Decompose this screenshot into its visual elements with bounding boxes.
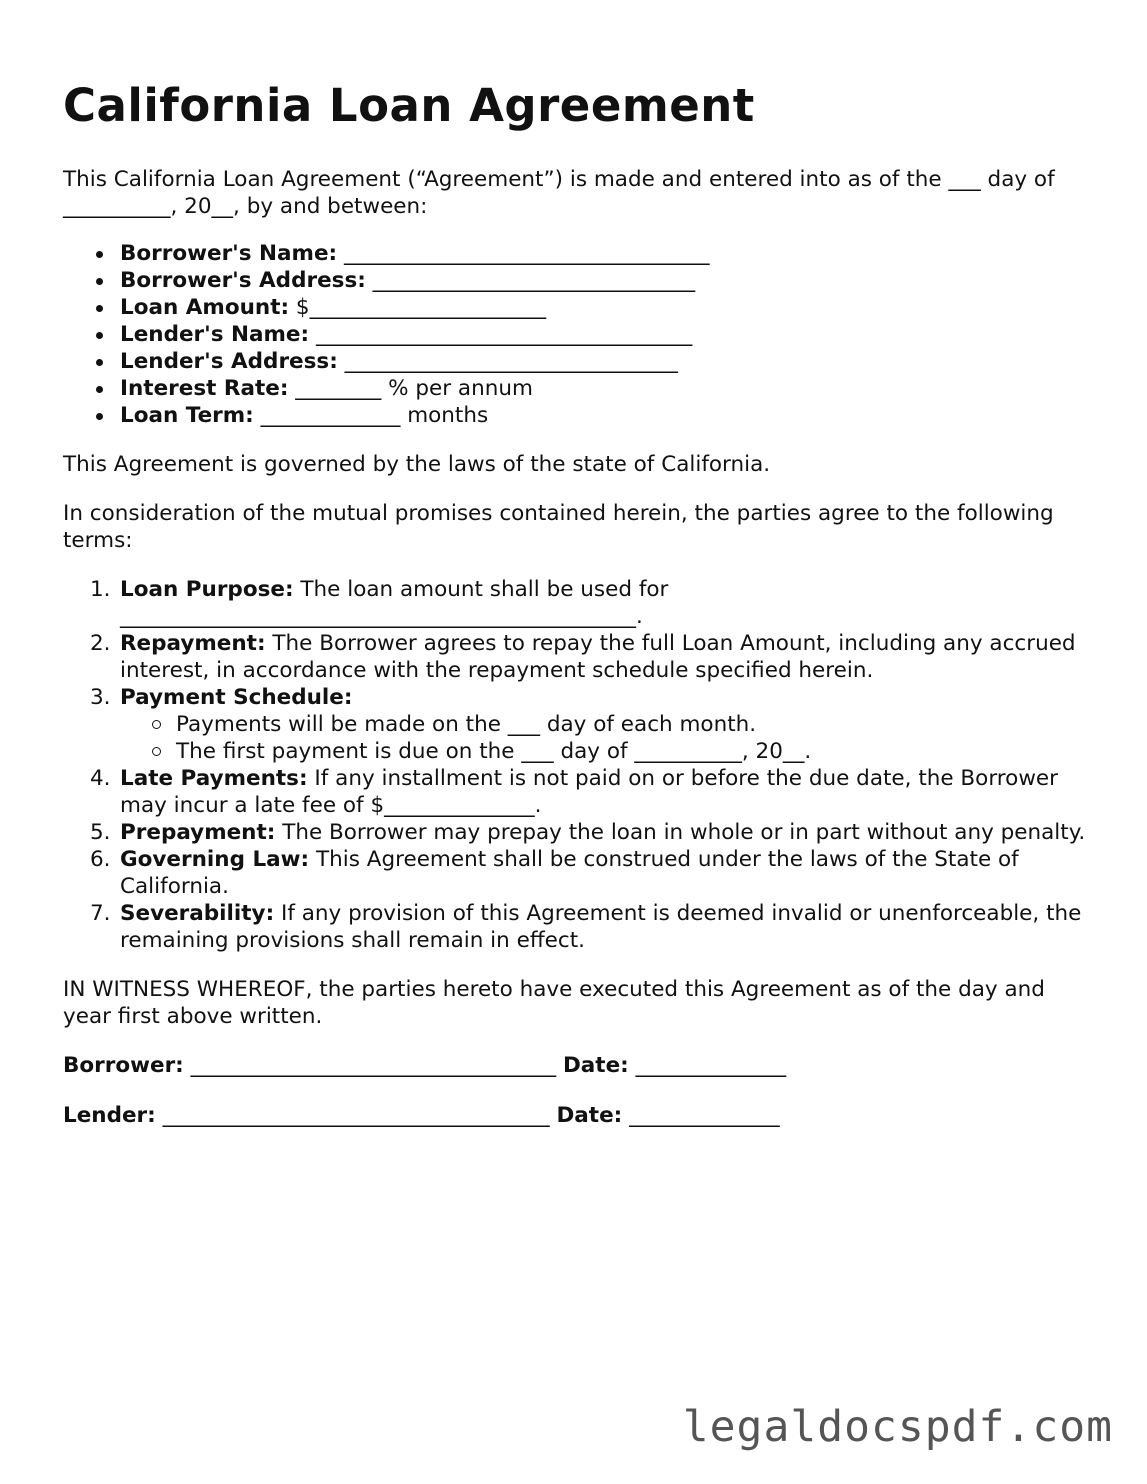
term-item — [90, 576, 1093, 630]
term-number: 7. — [90, 901, 111, 926]
consideration-paragraph: In consideration of the mutual promises contained herein, the parties agree to the following terms: — [63, 501, 1054, 553]
term-text: If any installment is not paid on or before the due date, the Borrower may incur a late fee of $______________. — [120, 766, 1058, 818]
field-blank: $______________________ — [289, 295, 547, 320]
field-label: Lender's Address: — [120, 349, 338, 374]
field-blank: _____________ months — [253, 403, 489, 428]
witness-paragraph: IN WITNESS WHEREOF, the parties hereto have executed this Agreement as of the day and year first above written. — [63, 977, 1045, 1029]
term-text: The Borrower agrees to repay the full Loan Amount, including any accrued interest, in accordance with the repayment schedule specified herein. — [120, 631, 1076, 683]
term-label: Loan Purpose: — [120, 577, 294, 602]
term-text: This Agreement shall be construed under the laws of the State of California. — [120, 847, 1019, 899]
signature-line-borrower — [63, 1052, 1093, 1079]
sub-item: The first payment is due on the ___ day of __________, 20__. — [176, 738, 1093, 765]
field-lender-name — [120, 321, 1093, 348]
field-label: Borrower's Name: — [120, 241, 338, 266]
term-label: Payment Schedule: — [120, 685, 353, 710]
signature-label: Borrower: — [63, 1053, 184, 1078]
term-label: Prepayment: — [120, 820, 276, 845]
term-number: 6. — [90, 847, 111, 872]
date-blank: ______________ — [628, 1053, 787, 1078]
term-number: 5. — [90, 820, 111, 845]
field-label: Interest Rate: — [120, 376, 289, 401]
term-text: The Borrower may prepay the loan in whole or in part without any penalty. — [275, 820, 1086, 845]
field-loan-term — [120, 402, 1093, 429]
page-title: California Loan Agreement — [63, 79, 755, 132]
date-label: Date: — [556, 1103, 623, 1128]
party-fields-list — [63, 240, 1093, 429]
term-item — [90, 900, 1093, 954]
field-label: Loan Amount: — [120, 295, 290, 320]
field-blank: ______________________________ — [365, 268, 696, 293]
payment-schedule-sublist — [120, 711, 1093, 765]
term-number: 4. — [90, 766, 111, 791]
field-borrower-name — [120, 240, 1093, 267]
signature-line-lender — [63, 1102, 1093, 1129]
footer-watermark: legaldocspdf.com — [682, 1402, 1113, 1452]
date-label: Date: — [562, 1053, 629, 1078]
field-label: Borrower's Address: — [120, 268, 366, 293]
intro-paragraph: This California Loan Agreement (“Agreement”) is made and entered into as of the ___ day of __________, 20__, by and between: — [63, 167, 1055, 219]
field-loan-amount — [120, 294, 1093, 321]
term-number: 1. — [90, 577, 111, 602]
term-item — [90, 765, 1093, 819]
field-blank: _______________________________ — [337, 349, 678, 374]
field-blank: __________________________________ — [337, 241, 710, 266]
term-item — [90, 846, 1093, 900]
term-text: The loan amount shall be used for ________________________________________________. — [120, 577, 669, 629]
field-label: Lender's Name: — [120, 322, 310, 347]
term-label: Late Payments: — [120, 766, 308, 791]
field-borrower-address — [120, 267, 1093, 294]
term-item — [90, 819, 1093, 846]
governing-statement: This Agreement is governed by the laws of the state of California. — [63, 452, 771, 477]
field-lender-address — [120, 348, 1093, 375]
document-page — [63, 78, 1093, 1129]
term-number: 2. — [90, 631, 111, 656]
signature-label: Lender: — [63, 1103, 156, 1128]
sub-item: Payments will be made on the ___ day of each month. — [176, 711, 1093, 738]
term-label: Repayment: — [120, 631, 266, 656]
signature-blank: __________________________________ — [183, 1053, 563, 1078]
term-label: Severability: — [120, 901, 275, 926]
term-number: 3. — [90, 685, 111, 710]
term-label: Governing Law: — [120, 847, 310, 872]
date-blank: ______________ — [622, 1103, 780, 1128]
signature-blank: ____________________________________ — [155, 1103, 557, 1128]
term-text: If any provision of this Agreement is deemed invalid or unenforceable, the remaining provisions shall remain in effect. — [120, 901, 1082, 953]
terms-list — [63, 576, 1093, 954]
term-item — [90, 630, 1093, 684]
field-blank: ___________________________________ — [309, 322, 693, 347]
field-blank: ________ % per annum — [288, 376, 533, 401]
term-item — [90, 684, 1093, 765]
field-label: Loan Term: — [120, 403, 254, 428]
field-interest-rate — [120, 375, 1093, 402]
